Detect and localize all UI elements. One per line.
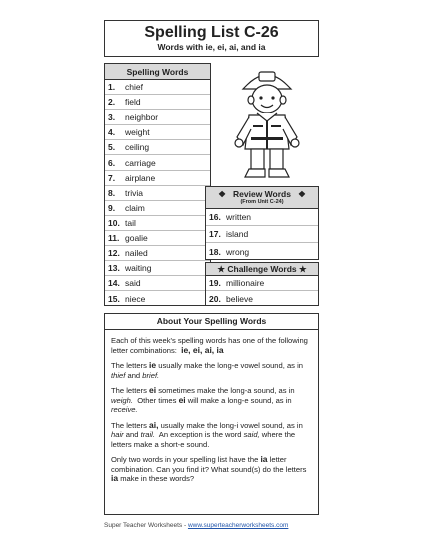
firefighter-illustration xyxy=(215,63,319,181)
word-text: niece xyxy=(125,293,146,304)
word-text: weight xyxy=(125,127,150,138)
about-paragraph-4: The letters ai, usually make the long-i vowel sound, as in hair and trail. An exception is the word said, where the letters make a short-e sound. xyxy=(111,419,303,449)
word-number: 10. xyxy=(108,217,120,228)
spelling-words-list xyxy=(105,80,210,306)
about-paragraph-2: The letters ie usually make the long-e vowel sound, as in thief and brief. xyxy=(111,360,304,380)
spelling-words-header: Spelling Words xyxy=(105,64,210,80)
review-words-title: Review Words xyxy=(233,189,291,199)
page-subtitle: Words with ie, ei, ai, and ia xyxy=(157,42,266,52)
star-icon: ★ xyxy=(217,264,225,274)
list-item xyxy=(105,231,210,246)
list-item xyxy=(105,261,210,276)
word-text: believe xyxy=(226,293,253,304)
word-text: airplane xyxy=(125,172,156,183)
word-number: 6. xyxy=(108,157,116,168)
list-item xyxy=(206,276,318,291)
challenge-words-list xyxy=(206,276,318,306)
word-text: waiting xyxy=(125,263,152,274)
word-number: 12. xyxy=(108,248,120,259)
footer xyxy=(104,522,364,529)
diamond-icon: ❖ xyxy=(218,189,226,199)
word-text: wrong xyxy=(226,246,250,257)
about-paragraph-5: Only two words in your spelling list have the ia letter combination. Can you find it? What sound(s) do the letters ia make in these words? xyxy=(111,454,307,483)
word-number: 9. xyxy=(108,202,116,213)
word-text: carriage xyxy=(125,157,156,168)
about-box xyxy=(104,313,319,515)
challenge-words-title: Challenge Words xyxy=(227,264,297,274)
page-title: Spelling List C-26 xyxy=(144,24,279,41)
word-number: 1. xyxy=(108,82,116,93)
list-item xyxy=(105,110,210,125)
firefighter-icon xyxy=(215,63,319,181)
word-text: claim xyxy=(125,202,145,213)
list-item xyxy=(105,155,210,170)
word-number: 15. xyxy=(108,293,120,304)
word-number: 13. xyxy=(108,263,120,274)
footer-link[interactable]: www.superteacherworksheets.com xyxy=(187,522,289,529)
list-item xyxy=(105,125,210,140)
word-number: 7. xyxy=(108,172,116,183)
title-box xyxy=(104,20,319,57)
word-number: 11. xyxy=(108,232,120,243)
word-number: 19. xyxy=(209,278,221,288)
word-number: 16. xyxy=(209,212,221,222)
word-number: 17. xyxy=(209,229,221,239)
review-words-header xyxy=(206,187,318,209)
review-words-subtitle: (From Unit C-24) xyxy=(240,199,284,205)
word-number: 5. xyxy=(108,142,116,153)
list-item xyxy=(105,140,210,155)
list-item xyxy=(206,226,318,243)
about-header: About Your Spelling Words xyxy=(105,314,318,330)
list-item xyxy=(105,276,210,291)
word-text: goalie xyxy=(125,232,148,243)
word-number: 20. xyxy=(209,293,221,304)
about-paragraph-1: Each of this week's spelling words has one of the following letter combinations: ie, ei, ai, ia xyxy=(111,336,308,355)
word-number: 2. xyxy=(108,97,116,108)
word-text: chief xyxy=(125,82,143,93)
word-number: 4. xyxy=(108,127,116,138)
list-item xyxy=(206,209,318,226)
list-item xyxy=(206,243,318,260)
word-text: neighbor xyxy=(125,112,159,123)
word-text: nailed xyxy=(125,248,148,259)
list-item xyxy=(105,201,210,216)
about-paragraph-3: The letters ei sometimes make the long-a sound, as in weigh. Other times ei will make a long-e sound, as in receive. xyxy=(111,385,295,414)
word-text: written xyxy=(226,212,252,222)
word-number: 3. xyxy=(108,112,116,123)
challenge-words-box xyxy=(205,262,319,306)
list-item xyxy=(105,95,210,110)
spelling-words-box xyxy=(104,63,211,306)
word-text: said xyxy=(125,278,141,289)
list-item xyxy=(105,246,210,261)
star-icon: ★ xyxy=(299,264,307,274)
list-item xyxy=(105,216,210,231)
list-item xyxy=(105,291,210,306)
challenge-words-header xyxy=(206,263,318,276)
word-number: 14. xyxy=(108,278,120,289)
word-number: 8. xyxy=(108,187,116,198)
word-text: tail xyxy=(125,217,136,228)
review-words-list xyxy=(206,209,318,260)
diamond-icon: ❖ xyxy=(298,189,306,199)
list-item xyxy=(105,80,210,95)
word-number: 18. xyxy=(209,246,221,257)
word-text: ceiling xyxy=(125,142,150,153)
word-text: field xyxy=(125,97,141,108)
list-item xyxy=(105,171,210,186)
list-item xyxy=(206,291,318,306)
review-words-box xyxy=(205,186,319,260)
list-item xyxy=(105,186,210,201)
word-text: millionaire xyxy=(226,278,265,288)
word-text: trivia xyxy=(125,187,143,198)
word-text: island xyxy=(226,229,249,239)
footer-text: Super Teacher Worksheets - xyxy=(104,522,188,529)
